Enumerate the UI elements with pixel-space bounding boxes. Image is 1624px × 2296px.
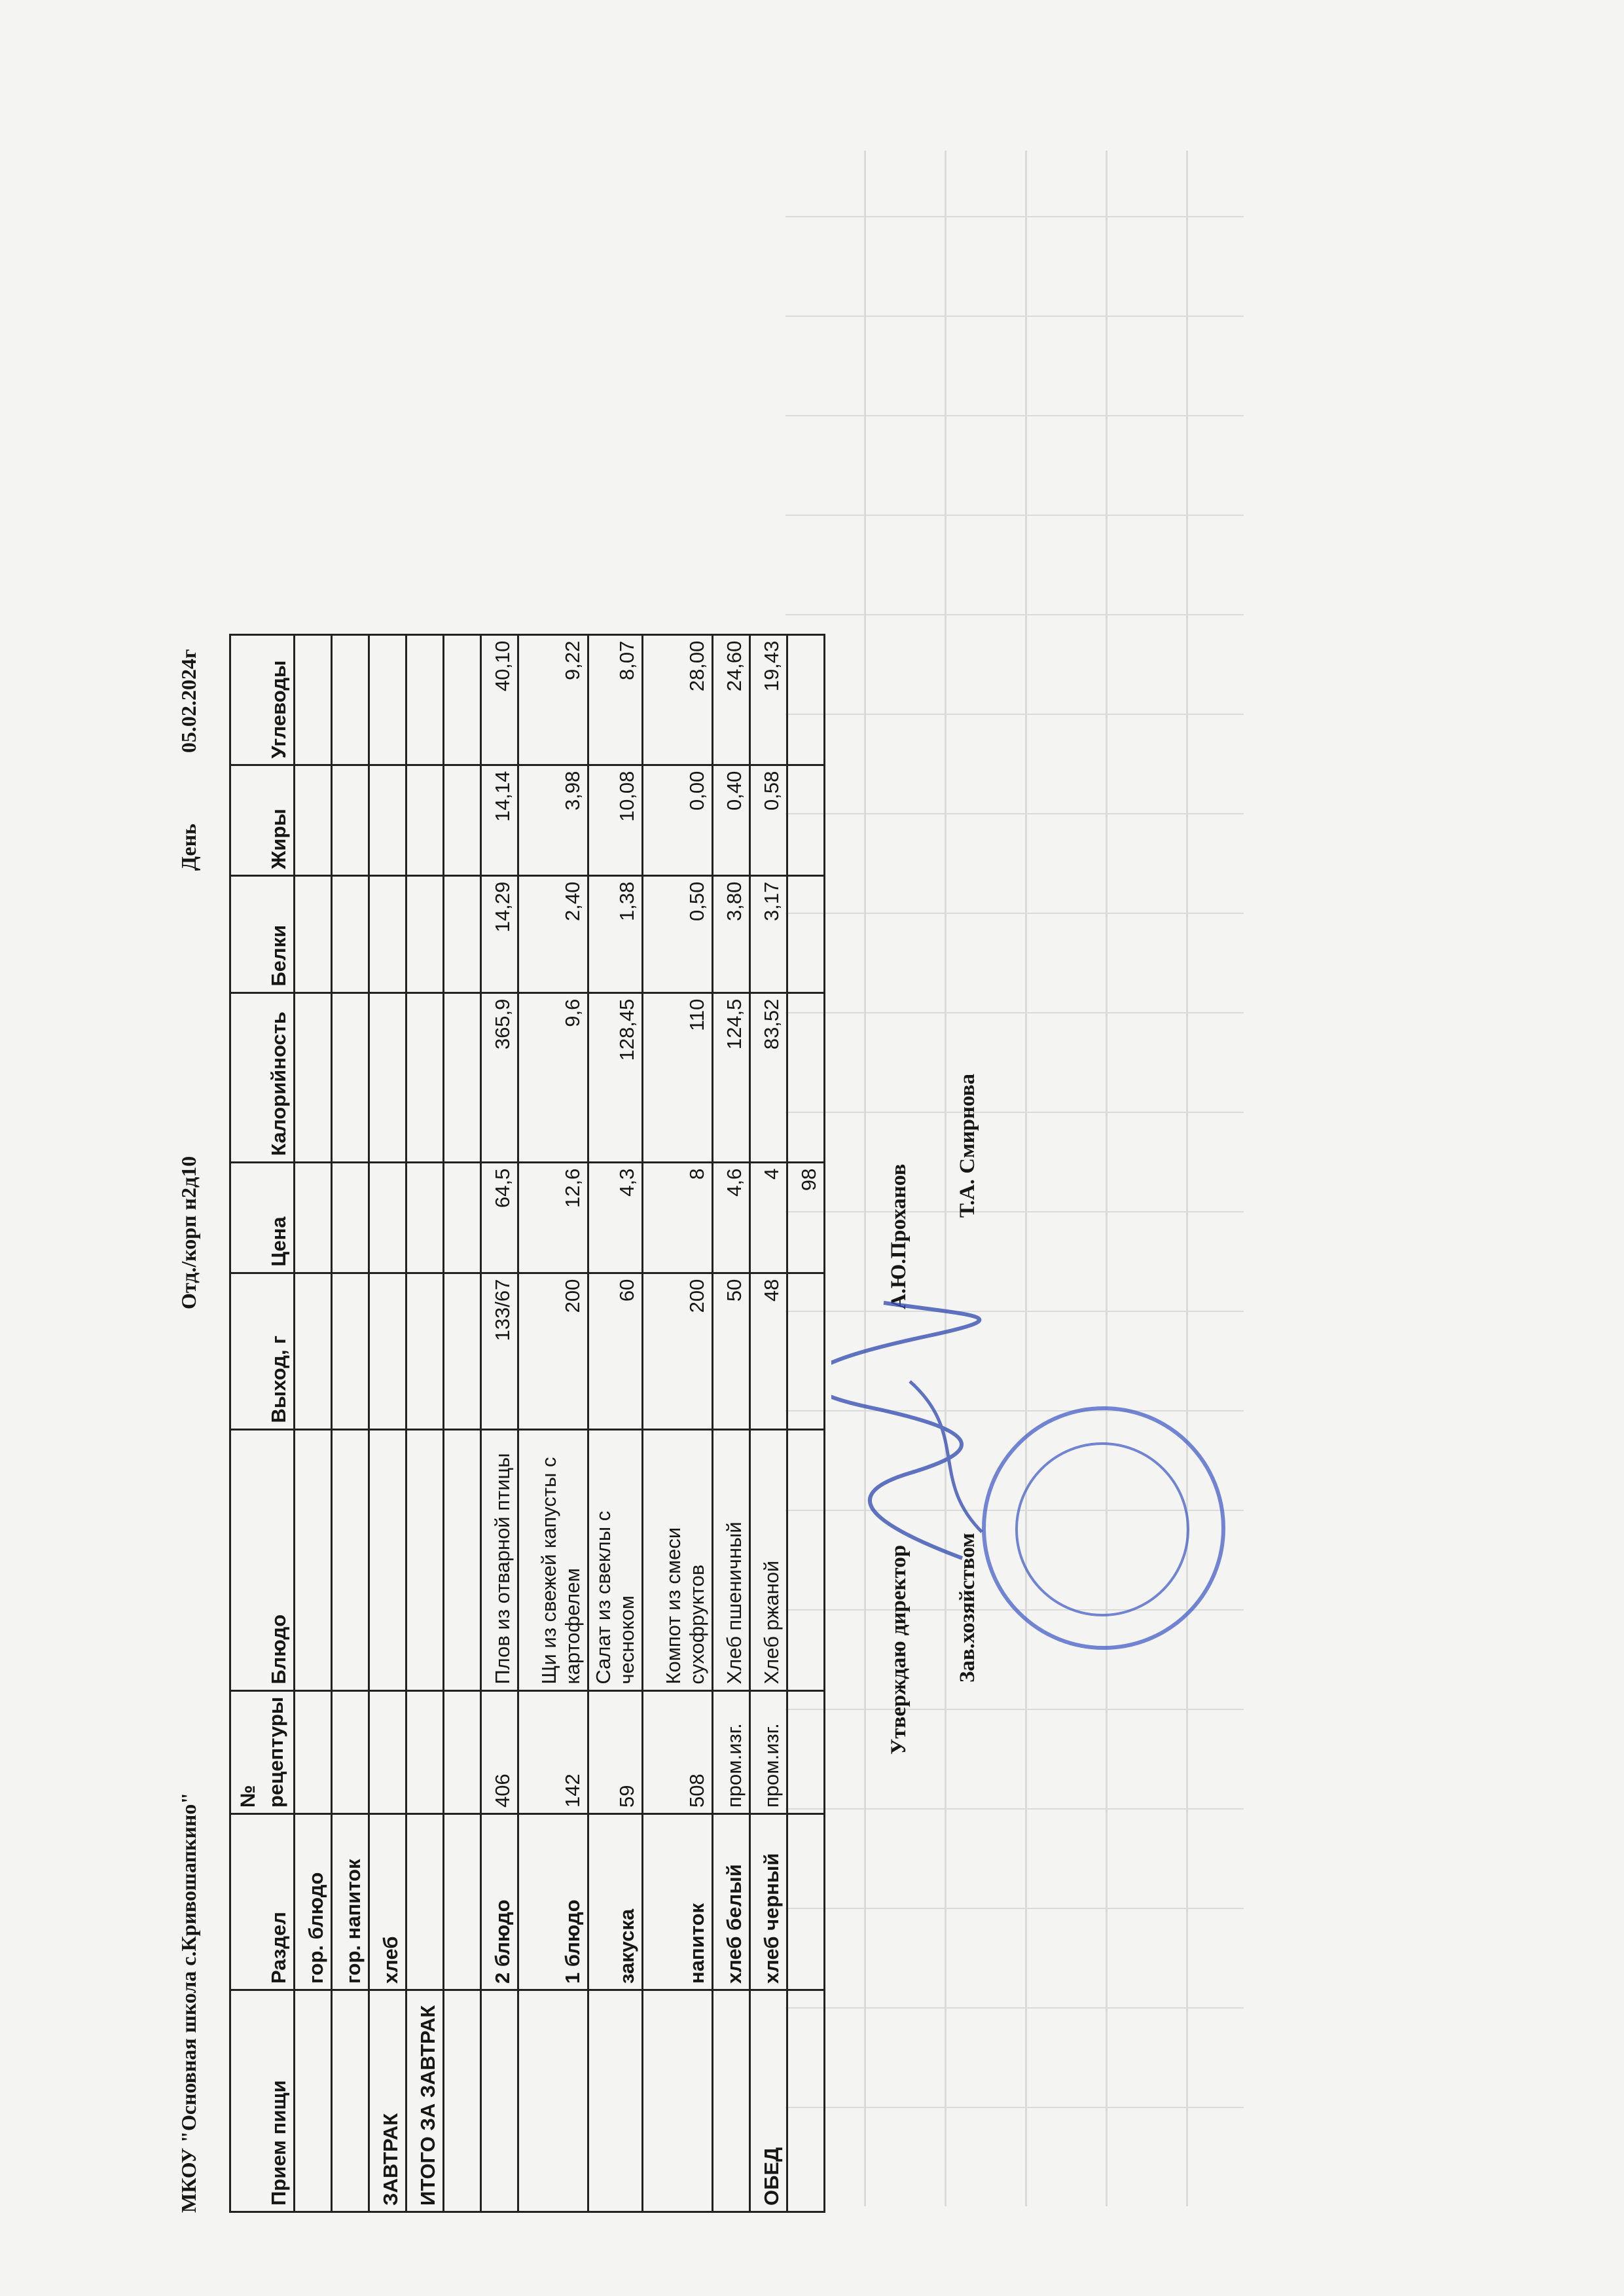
output-cell: 133/67 bbox=[480, 1273, 518, 1429]
table-row bbox=[588, 634, 642, 2212]
calories-cell: 9,6 bbox=[518, 993, 588, 1162]
table-row bbox=[406, 634, 443, 2212]
output-cell: 60 bbox=[588, 1273, 642, 1429]
carbs-cell: 8,07 bbox=[588, 634, 642, 765]
menu-table bbox=[229, 634, 825, 2213]
output-cell bbox=[369, 1273, 406, 1429]
section-cell: 2 блюдо bbox=[480, 1814, 518, 1990]
calories-cell bbox=[787, 993, 824, 1162]
protein-cell bbox=[406, 875, 443, 993]
meal-cell: ОБЕД bbox=[749, 1990, 787, 2212]
recipe-cell bbox=[787, 1690, 824, 1813]
meal-cell bbox=[712, 1990, 749, 2212]
price-cell bbox=[369, 1162, 406, 1273]
document-header bbox=[157, 183, 216, 2213]
output-cell bbox=[443, 1273, 480, 1429]
col-carbs: Углеводы bbox=[230, 634, 295, 765]
col-recipe: № рецептуры bbox=[230, 1690, 295, 1813]
meal-cell bbox=[480, 1990, 518, 2212]
carbs-cell bbox=[406, 634, 443, 765]
dish-cell: Щи из свежей капусты с картофелем bbox=[518, 1429, 588, 1690]
output-cell bbox=[787, 1273, 824, 1429]
section-cell: закуска bbox=[588, 1814, 642, 1990]
col-section: Раздел bbox=[230, 1814, 295, 1990]
fat-cell: 0,00 bbox=[642, 765, 712, 875]
meal-cell bbox=[294, 1990, 331, 2212]
dish-cell bbox=[406, 1429, 443, 1690]
meal-cell bbox=[642, 1990, 712, 2212]
calories-cell: 83,52 bbox=[749, 993, 787, 1162]
col-meal: Прием пищи bbox=[230, 1990, 295, 2212]
department-code: Отд./корп н2д10 bbox=[177, 1156, 200, 1309]
col-dish: Блюдо bbox=[230, 1429, 295, 1690]
price-cell bbox=[331, 1162, 369, 1273]
fat-cell bbox=[443, 765, 480, 875]
recipe-cell: пром.изг. bbox=[749, 1690, 787, 1813]
fat-cell bbox=[406, 765, 443, 875]
dish-cell: Хлеб ржаной bbox=[749, 1429, 787, 1690]
table-row bbox=[518, 634, 588, 2212]
calories-cell: 128,45 bbox=[588, 993, 642, 1162]
table-row bbox=[787, 634, 824, 2212]
carbs-cell bbox=[294, 634, 331, 765]
menu-date: 05.02.2024г bbox=[177, 649, 200, 753]
price-cell: 4,6 bbox=[712, 1162, 749, 1273]
price-cell bbox=[294, 1162, 331, 1273]
protein-cell: 1,38 bbox=[588, 875, 642, 993]
fat-cell: 10,08 bbox=[588, 765, 642, 875]
col-calories: Калорийность bbox=[230, 993, 295, 1162]
calories-cell: 110 bbox=[642, 993, 712, 1162]
section-cell bbox=[443, 1814, 480, 1990]
col-protein: Белки bbox=[230, 875, 295, 993]
protein-cell bbox=[294, 875, 331, 993]
protein-cell: 2,40 bbox=[518, 875, 588, 993]
official-seal bbox=[982, 1406, 1225, 1650]
output-cell bbox=[331, 1273, 369, 1429]
table-row bbox=[749, 634, 787, 2212]
calories-cell: 124,5 bbox=[712, 993, 749, 1162]
section-cell: гор. напиток bbox=[331, 1814, 369, 1990]
calories-cell bbox=[294, 993, 331, 1162]
fat-cell: 0,58 bbox=[749, 765, 787, 875]
recipe-cell bbox=[406, 1690, 443, 1813]
protein-cell bbox=[331, 875, 369, 993]
table-row bbox=[294, 634, 331, 2212]
fat-cell bbox=[369, 765, 406, 875]
recipe-cell: 508 bbox=[642, 1690, 712, 1813]
price-cell bbox=[443, 1162, 480, 1273]
carbs-cell: 40,10 bbox=[480, 634, 518, 765]
protein-cell: 3,80 bbox=[712, 875, 749, 993]
recipe-cell: 59 bbox=[588, 1690, 642, 1813]
price-cell: 4,3 bbox=[588, 1162, 642, 1273]
fat-cell bbox=[787, 765, 824, 875]
col-output: Выход, г bbox=[230, 1273, 295, 1429]
calories-cell bbox=[443, 993, 480, 1162]
recipe-cell bbox=[369, 1690, 406, 1813]
protein-cell: 3,17 bbox=[749, 875, 787, 993]
meal-cell bbox=[518, 1990, 588, 2212]
meal-cell: ИТОГО ЗА ЗАВТРАК bbox=[406, 1990, 443, 2212]
col-fat: Жиры bbox=[230, 765, 295, 875]
carbs-cell: 28,00 bbox=[642, 634, 712, 765]
section-cell: хлеб черный bbox=[749, 1814, 787, 1990]
recipe-cell: пром.изг. bbox=[712, 1690, 749, 1813]
carbs-cell bbox=[443, 634, 480, 765]
output-cell: 200 bbox=[518, 1273, 588, 1429]
protein-cell bbox=[443, 875, 480, 993]
fat-cell bbox=[331, 765, 369, 875]
meal-cell bbox=[331, 1990, 369, 2212]
recipe-cell bbox=[331, 1690, 369, 1813]
school-name: МКОУ "Основная школа с.Кривошапкино" bbox=[177, 1792, 200, 2213]
fat-cell: 0,40 bbox=[712, 765, 749, 875]
manager-label: Зав.хозяйством bbox=[956, 1533, 979, 1683]
table-row bbox=[642, 634, 712, 2212]
section-cell bbox=[787, 1814, 824, 1990]
meal-cell: ЗАВТРАК bbox=[369, 1990, 406, 2212]
recipe-cell: 142 bbox=[518, 1690, 588, 1813]
dish-cell bbox=[443, 1429, 480, 1690]
protein-cell: 14,29 bbox=[480, 875, 518, 993]
recipe-cell bbox=[443, 1690, 480, 1813]
fat-cell: 14,14 bbox=[480, 765, 518, 875]
col-price: Цена bbox=[230, 1162, 295, 1273]
dish-cell: Салат из свеклы с чесноком bbox=[588, 1429, 642, 1690]
meal-cell bbox=[588, 1990, 642, 2212]
table-row bbox=[480, 634, 518, 2212]
recipe-cell: 406 bbox=[480, 1690, 518, 1813]
calories-cell bbox=[369, 993, 406, 1162]
output-cell bbox=[406, 1273, 443, 1429]
table-row bbox=[331, 634, 369, 2212]
recipe-cell bbox=[294, 1690, 331, 1813]
section-cell: хлеб белый bbox=[712, 1814, 749, 1990]
carbs-cell bbox=[787, 634, 824, 765]
price-cell: 64,5 bbox=[480, 1162, 518, 1273]
section-cell bbox=[406, 1814, 443, 1990]
dish-cell: Хлеб пшеничный bbox=[712, 1429, 749, 1690]
price-cell: 12,6 bbox=[518, 1162, 588, 1273]
dish-cell: Плов из отварной птицы bbox=[480, 1429, 518, 1690]
output-cell: 200 bbox=[642, 1273, 712, 1429]
carbs-cell: 9,22 bbox=[518, 634, 588, 765]
director-name: А.Ю.Проханов bbox=[887, 1163, 911, 1309]
section-cell: напиток bbox=[642, 1814, 712, 1990]
carbs-cell bbox=[369, 634, 406, 765]
dish-cell bbox=[787, 1429, 824, 1690]
table-row bbox=[369, 634, 406, 2212]
rotated-page bbox=[157, 183, 1532, 2213]
output-cell: 50 bbox=[712, 1273, 749, 1429]
dish-cell bbox=[331, 1429, 369, 1690]
table-row bbox=[443, 634, 480, 2212]
dish-cell bbox=[369, 1429, 406, 1690]
output-cell: 48 bbox=[749, 1273, 787, 1429]
carbs-cell: 19,43 bbox=[749, 634, 787, 765]
day-label: День bbox=[177, 824, 200, 871]
output-cell bbox=[294, 1273, 331, 1429]
table-row bbox=[712, 634, 749, 2212]
table-header-row bbox=[230, 634, 295, 2212]
dish-cell: Компот из смеси сухофруктов bbox=[642, 1429, 712, 1690]
price-cell: 98 bbox=[787, 1162, 824, 1273]
fat-cell bbox=[294, 765, 331, 875]
protein-cell bbox=[787, 875, 824, 993]
section-cell: 1 блюдо bbox=[518, 1814, 588, 1990]
fat-cell: 3,98 bbox=[518, 765, 588, 875]
meal-cell bbox=[787, 1990, 824, 2212]
calories-cell bbox=[406, 993, 443, 1162]
director-signature bbox=[831, 1296, 1001, 1571]
calories-cell: 365,9 bbox=[480, 993, 518, 1162]
approve-label: Утверждаю директор bbox=[887, 1544, 911, 1755]
price-cell bbox=[406, 1162, 443, 1273]
meal-cell bbox=[443, 1990, 480, 2212]
protein-cell bbox=[369, 875, 406, 993]
section-cell: гор. блюдо bbox=[294, 1814, 331, 1990]
carbs-cell bbox=[331, 634, 369, 765]
dish-cell bbox=[294, 1429, 331, 1690]
protein-cell: 0,50 bbox=[642, 875, 712, 993]
price-cell: 4 bbox=[749, 1162, 787, 1273]
price-cell: 8 bbox=[642, 1162, 712, 1273]
calories-cell bbox=[331, 993, 369, 1162]
manager-name: Т.А. Смирнова bbox=[956, 1074, 979, 1218]
section-cell: хлеб bbox=[369, 1814, 406, 1990]
carbs-cell: 24,60 bbox=[712, 634, 749, 765]
